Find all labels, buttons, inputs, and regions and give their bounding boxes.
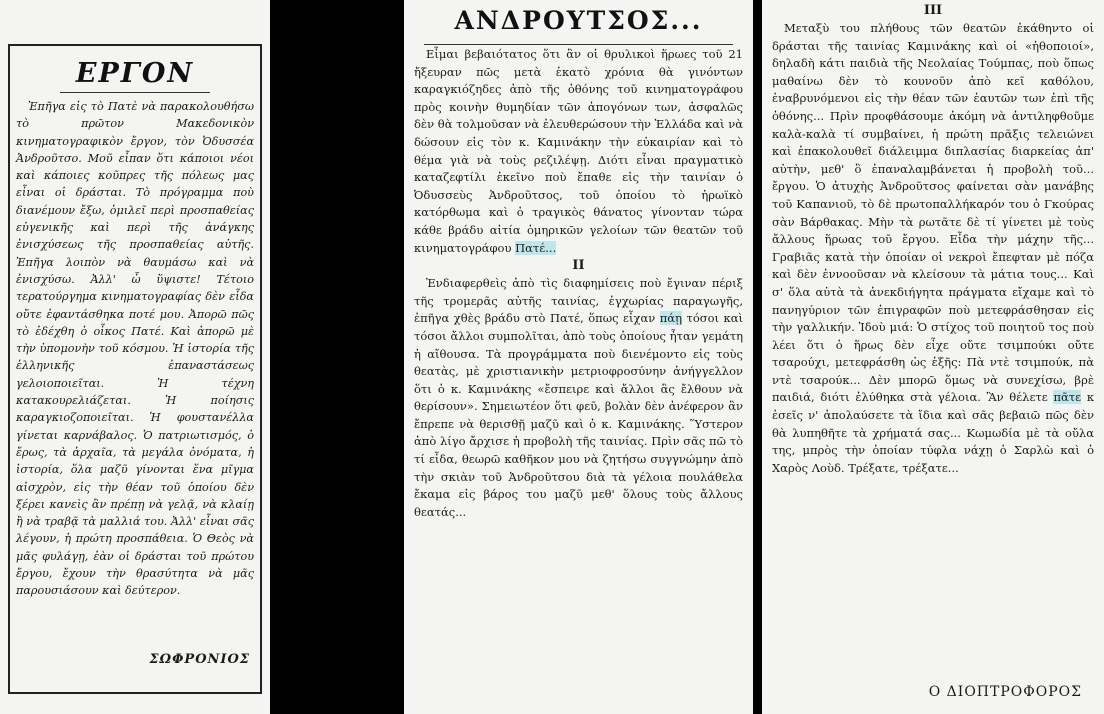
highlighted-word: Πατέ...	[515, 240, 557, 255]
article-signature: Ο ΔΙΟΠΤΡΟΦΟΡΟΣ	[928, 684, 1082, 700]
highlighted-word: πάῃ	[659, 311, 682, 326]
article-column-diptrophoros	[762, 0, 1104, 714]
title-rule	[60, 92, 210, 93]
section-heading: III	[923, 3, 943, 18]
paragraph-text: Μεταξὺ του πλήθους τῶν θεατῶν ἐκάθηντο οἱ δράσται τῆς ταινίας Καμινάκης καὶ οἱ «ἠθοποιοί», δηλαδὴ κάτι παιδιὰ τῆς Νεολαίας Τούμπας, ποὺ ὅπως μαθαίνω δὲν τὸ κουνοῦν ἀπὸ κεῖ καθόλου, ἐναβρυνόμενοι εἰς τὴν θέαν τῶν ἑαυτῶν των ἐπὶ τῆς ὀθόνης... Πρὶν προφθάσουμε ἀκόμη νὰ ἀντιληφθοῦμε καλὰ-καλὰ τί συμβαίνει, ἡ πρώτη πρᾶξις τελειώνει καὶ ἐπακολουθεῖ διάλειμμα διπλασίας διαρκείας ἀπ' αὐτὴν, μεθ' ὃ ἐπαναλαμβάνεται ἡ προβολὴ τοῦ... ἔργου. Ὁ ἀτυχὴς Ἀνδροῦτσος φαίνεται σὰν μανάβης τοῦ Καπανιοῦ, τὸ δὲ πρωτοπαλλήκαρόν του ὁ Γκούρας σὰν Βάρθακας. Μὴν τὰ ρωτᾶτε δὲ τί γίνετει μὲ τοὺς ἄλλους ἥρωας τοῦ ἔργου. Εἶδα τὴν μάχην τῆς... Γραβιᾶς κατὰ τὴν ὁποίαν οἱ νεκροὶ ἔπεφταν μὲ πόζα καὶ δὲν ἐννοοῦσαν νὰ κλείσουν τὰ μάτια τους... Καὶ σ' ὅλα αὐτὰ τὰ ἀνεκδιήγητα πράγματα εἴχαμε καὶ τὸ πανηγύριον τῶν ἐπιγραφῶν ποὺ μετεφράσθησαν εἰς τὴν γαλλικήν. Ἰδοὺ μιά: Ὁ στίχος τοῦ ποιητοῦ τος ποὺ λέει ὅτι ὁ ἥρως δὲν εἶχε οὔτε τσιμπούκι οὔτε τσαρούχι, μετεφράσθη ὡς ἑξῆς: Πὰ ντὲ τσιμπούκ, πὰ ντὲ τσαρούκ... Δὲν μπορῶ ὅμως νὰ συνεχίσω, βρὲ παιδιά, διότι ἐλύθηκα στὰ γέλοια. Ἂν θέλετε	[772, 21, 1094, 405]
paragraph-text: κ ἐσεῖς ν' ἀπολαύσετε τὰ ἴδια καὶ σᾶς βεβαιῶ πῶς δὲν θὰ λυπηθῆτε τὰ χρήματά σας... Κωμωδία μὲ τὰ οὔλα της, μπρὸς τὴν ὁποίαν τύφλα νάχῃ ὁ Σαρλὼ καὶ ὁ Χαρὸς Λοὺδ. Τρέξατε, τρέξατε...	[772, 390, 1095, 475]
article-body	[16, 98, 254, 600]
article-title: ΕΡΓΟΝ	[75, 58, 195, 89]
title-rule	[424, 44, 733, 45]
article-body	[772, 2, 1094, 477]
article-signature: ΣΩΦΡΟΝΙΟΣ	[149, 652, 250, 667]
paragraph-text: τόσοι καὶ τόσοι ἄλλοι συμπολῖται, ἀπὸ τοὺς ὁποίους ἦταν γεμάτη ἡ αἴθουσα. Τὰ προγράμματα ποὺ διενέμοντο εἰς τοὺς θεατὰς, μὲ χριστιανικὴν μετριοφροσύνην ἀνήγγελλον ὅτι ὁ κ. Καμινάκης «ἔσπειρε καὶ ἄλλοι ἂς ἔλθουν νὰ θερίσουν». Σημειωτέον ὅτι φεῦ, βολὰν δὲν ἀνέφερον ἂν ἔπρεπε νὰ θερισθῇ μαζῦ καὶ ὁ κ. Καμινάκης. Ὕστερον ἀπὸ λίγο ἄρχισε ἡ προβολὴ τῆς ταινίας. Πρὶν σᾶς πῶ τὸ τί εἶδα, θεωρῶ καθῆκον μου νὰ ζητήσω συγγνώμην ἀπὸ τὴν σκιὰν τοῦ Ἀνδροῦτσου διὰ τὰ γέλοια πουλάθελα ἔκαμα εἰς βάρος του μαζῦ μεθ' ὅλους τοὺς ἄλλους θεατάς...	[414, 311, 743, 519]
highlighted-word: πᾶτε	[1053, 390, 1082, 405]
article-paragraph	[414, 275, 743, 521]
section-heading: II	[572, 258, 585, 274]
article-paragraph	[414, 46, 743, 257]
article-body	[414, 46, 743, 521]
paragraph-text: Ἐνδιαφερθεὶς ἀπὸ τὶς διαφημίσεις ποὺ ἔγιναν πέριξ τῆς τρομερᾶς αὐτῆς ταινίας, ἐγχωρίας παραγωγῆς, ἐπῆγα χθὲς βράδυ στὸ Πατέ, ὅπως εἶχαν	[414, 276, 743, 326]
article-paragraph	[772, 20, 1094, 477]
article-column-ergon	[0, 0, 270, 714]
article-column-androutsos	[404, 0, 753, 714]
paragraph-text: Εἶμαι βεβαιότατος ὅτι ἂν οἱ θρυλικοὶ ἥρωες τοῦ 21 ἤξευραν πῶς μετὰ ἑκατὸ χρόνια θὰ γινόντων καραγκιόζηδες ἀπὸ τῆς ὀθόνης τοῦ κινηματογράφου πρὸς κοινὴν θυμηδίαν τῶν ἀπογόνων των, ἀσφαλῶς δὲν θὰ τολμοῦσαν νὰ ἐλευθερώσουν τὴν Ἑλλάδα καὶ νὰ δώσουν εἰς τὸν κ. Καμινάκην τὴν εὐκαιρίαν καὶ τὸ θέμα γιὰ νὰ τοὺς ρεζιλέψῃ. Διότι εἶναι πραγματικὸ καταζεφτίλι ἐκεῖνο ποὺ ἔπαθε εἰς τὴν ταινίαν ὁ Ὀδυσσεὺς Ἀνδροῦτσος, τοῦ ὁποίου τὸ ἡρωϊκὸ κατόρθωμα καὶ ὁ τραγικὸς θάνατος γίνονταν τώρα κάθε βράδυ αἰτία ὁμηρικῶν γελοίων τῶν θεατῶν τοῦ κινηματογράφου	[414, 47, 743, 255]
article-title: ΑΝΔΡΟΥΤΣΟΣ...	[454, 6, 703, 35]
article-paragraph: Ἐπῆγα εἰς τὸ Πατὲ νὰ παρακολουθήσω τὸ πρῶτον Μακεδονικὸν κινηματογραφικὸν ἔργον, τὸν Ὀδυσσέα Ἀνδροῦτσο. Μοῦ εἶπαν ὅτι κάποιοι νέοι καὶ κάποιες κοῦπρες τῆς πόλεως μας εἶναι οἱ δράσται. Τὸ πρόγραμμα ποὺ διανέμουν ἔξω, ὁμιλεῖ περὶ προσπαθείας εὐγενικῆς καὶ περὶ τῆς ἀνάγκης ἐνισχύσεως τῆς προσπαθείας αὐτῆς. Ἐπῆγα λοιπὸν νὰ θαυμάσω καὶ νὰ ἐνισχύσω. Ἀλλ' ὦ ὕψιστε! Τέτοιο τερατούργημα κινηματογραφίας δὲν εἶδα οὔτε ἐφαντάσθηκα ποτέ μου. Ἀπορῶ πῶς τὸ ἐδέχθη ὁ οἶκος Πατέ. Καὶ ἀπορῶ μὲ τὴν ὑπομονὴν τοῦ κόσμου. Ἡ ἱστορία τῆς ἑλληνικῆς ἐπαναστάσεως γελοιοποιεῖται. Ἡ τέχνη κατακουρελιάζεται. Ἡ ποίησις καραγκιοζοποιεῖται. Ἡ φουστανέλλα γίνεται καρνάβαλος. Ὁ πατριωτισμός, ὁ ἔρως, τὰ ἀρχαῖα, τὰ μεγάλα ὀνόματα, ἡ ἱστορία, ὅλα μαζῦ γίνονται ἕνα μῖγμα αἰσχρὸν, εἰς τὴν θέαν τοῦ ὁποίου δὲν ξέρει κανεὶς ἂν πρέπῃ νὰ γελᾷ, νὰ κλαίῃ ἢ νὰ τραβᾷ τὰ μαλλιά του. Ἀλλ' εἶναι σᾶς λέγουν, ἡ πρώτη προσπάθεια. Ὁ Θεὸς νὰ μᾶς φυλάγῃ, ἐὰν οἱ δράσται τοῦ πρώτου ἔργου, ἔχουν τὴν θρασύτητα νὰ μᾶς παρουσιάσουν καὶ δεύτερον.	[16, 100, 254, 598]
